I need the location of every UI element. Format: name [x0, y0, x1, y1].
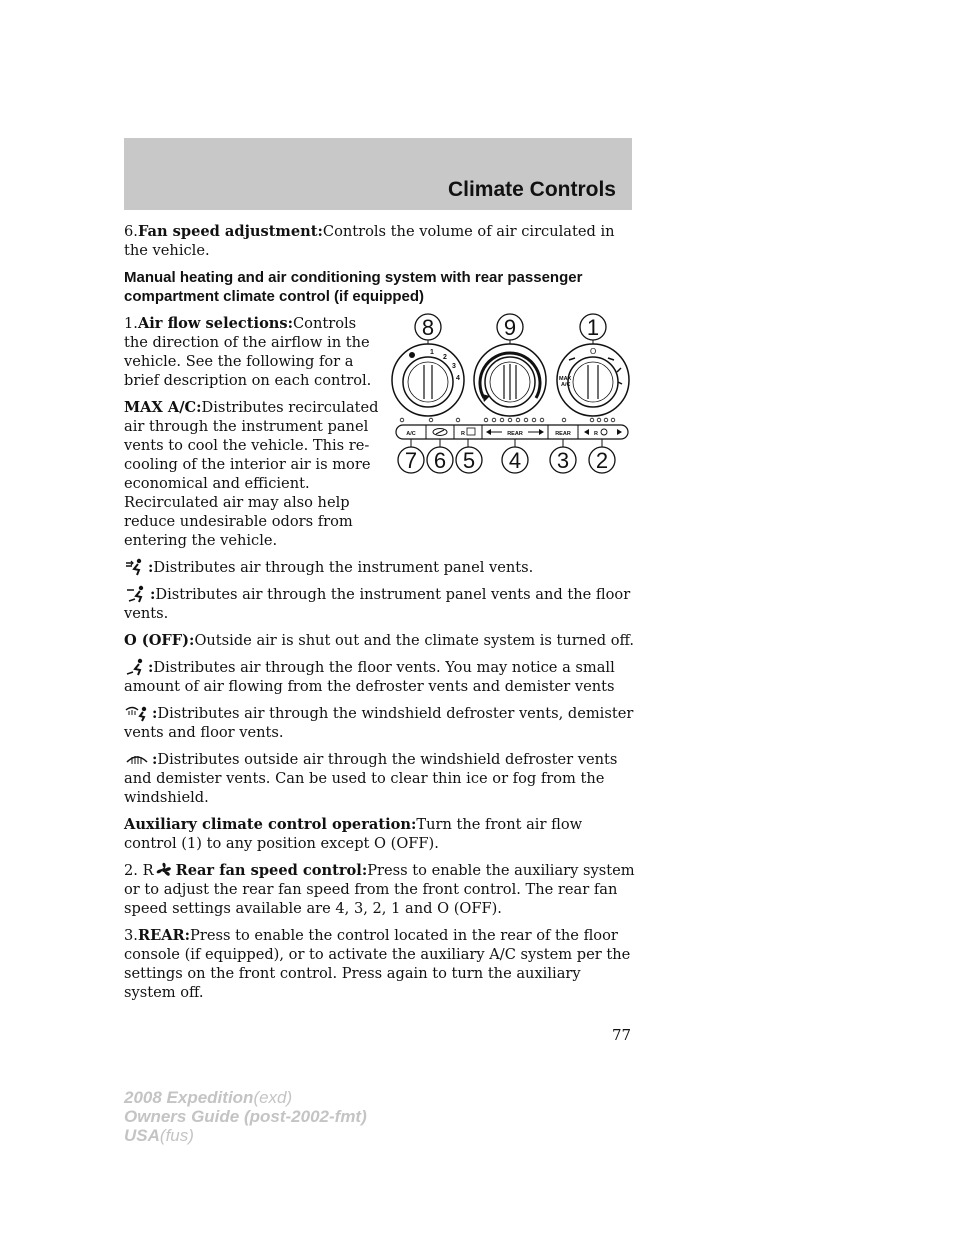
floor-defrost-icon — [124, 704, 150, 722]
panel-floor-vent-icon — [124, 585, 148, 603]
ac-mark: A/C — [561, 382, 571, 388]
rear-button[interactable]: REAR — [555, 431, 571, 437]
paragraph-rear: 3.REAR:Press to enable the control located in the rear of the floor console (if equipped), or to activate the auxiliary A/C system per the settings on the front control. Press again to turn the auxiliary system off. — [124, 927, 631, 1001]
fan-mark-icon — [409, 352, 415, 358]
defrost-icon — [124, 750, 150, 768]
callout-7 — [398, 447, 424, 473]
page-section-title: Climate Controls — [447, 178, 616, 201]
paragraph-rear-fan: 2. R Rear fan speed control:Press to enable the auxiliary system or to adjust the rear fan speed from the front control. The rear fan speed settings available are 4, 3, 2, 1 and O (OFF). — [124, 862, 635, 917]
header-banner — [124, 138, 632, 210]
fan-speed-knob[interactable] — [392, 344, 464, 416]
mode-defrost: :Distributes outside air through the windshield defroster vents and demister vents. Can be used to clear thin ice or fog from the windshield. — [124, 751, 618, 806]
callout-7-label: 7 — [404, 448, 418, 473]
mode-panel-floor: :Distributes air through the instrument panel vents and the floor vents. — [124, 586, 631, 622]
fan-mark-4: 4 — [456, 375, 460, 382]
control-panel-diagram — [386, 308, 636, 484]
callout-4 — [502, 447, 528, 473]
mode-off: O (OFF):Outside air is shut out and the climate system is turned off. — [124, 632, 635, 649]
panel-vent-icon — [124, 558, 146, 576]
mode-panel: :Distributes air through the instrument panel vents. — [124, 558, 636, 577]
fan-icon — [154, 861, 174, 879]
callout-3 — [550, 447, 576, 473]
callout-3-label: 3 — [556, 448, 570, 473]
paragraph-fan-speed: 6.Fan speed adjustment:Controls the volume of air circulated in the vehicle. — [124, 223, 615, 259]
callout-9-label: 9 — [503, 315, 517, 340]
rear-defrost-label: R — [461, 431, 465, 437]
callout-2-label: 2 — [595, 448, 609, 473]
fan-mark-2: 2 — [443, 354, 447, 361]
footer-line-2: Owners Guide (post-2002-fmt) — [124, 1107, 367, 1126]
callout-1-label: 1 — [586, 315, 600, 340]
callout-4-label: 4 — [508, 448, 522, 473]
callout-8-label: 8 — [421, 315, 435, 340]
paragraph-max-ac: MAX A/C:Distributes recirculated air through the instrument panel vents to cool the vehicle. This re-cooling of the interior air is more economical and efficient. Recirculated air may also help reduce undesirable odors from entering the vehicle. — [124, 399, 379, 549]
callout-2 — [589, 447, 615, 473]
max-mark: MAX — [559, 376, 572, 382]
callout-8 — [415, 314, 441, 340]
rear-temp-label: REAR — [507, 431, 523, 437]
rear-fan-label: R — [594, 431, 598, 437]
mode-floor-defrost: :Distributes air through the windshield defroster vents, demister vents and floor vents. — [124, 705, 634, 741]
temperature-knob[interactable] — [474, 344, 546, 416]
callout-5 — [456, 447, 482, 473]
callout-5-label: 5 — [462, 448, 476, 473]
fan-mark-3: 3 — [452, 363, 456, 370]
off-mark: O — [590, 347, 597, 356]
air-flow-knob[interactable] — [557, 344, 629, 416]
callout-9 — [497, 314, 523, 340]
callout-6-label: 6 — [433, 448, 447, 473]
footer-line-3: USA(fus) — [124, 1126, 194, 1145]
paragraph-air-flow: 1.Air flow selections:Controls the direction of the airflow in the vehicle. See the following for a brief description on each control. — [124, 315, 372, 389]
callout-1 — [580, 314, 606, 340]
floor-vent-icon — [124, 658, 146, 676]
ac-button[interactable]: A/C — [406, 431, 416, 437]
paragraph-auxiliary: Auxiliary climate control operation:Turn the front air flow control (1) to any position except O (OFF). — [124, 816, 583, 852]
fan-mark-1: 1 — [430, 349, 434, 356]
footer-line-1: 2008 Expedition(exd) — [124, 1088, 293, 1107]
page-number: 77 — [612, 1026, 632, 1044]
mode-floor: :Distributes air through the floor vents. You may notice a small amount of air flowing from the defroster vents and demister vents — [124, 659, 615, 695]
section-heading: Manual heating and air conditioning system with rear passenger compartment climate control (if equipped) — [124, 269, 583, 305]
footer — [124, 1088, 367, 1145]
callout-6 — [427, 447, 453, 473]
indicator-dots — [400, 418, 615, 422]
